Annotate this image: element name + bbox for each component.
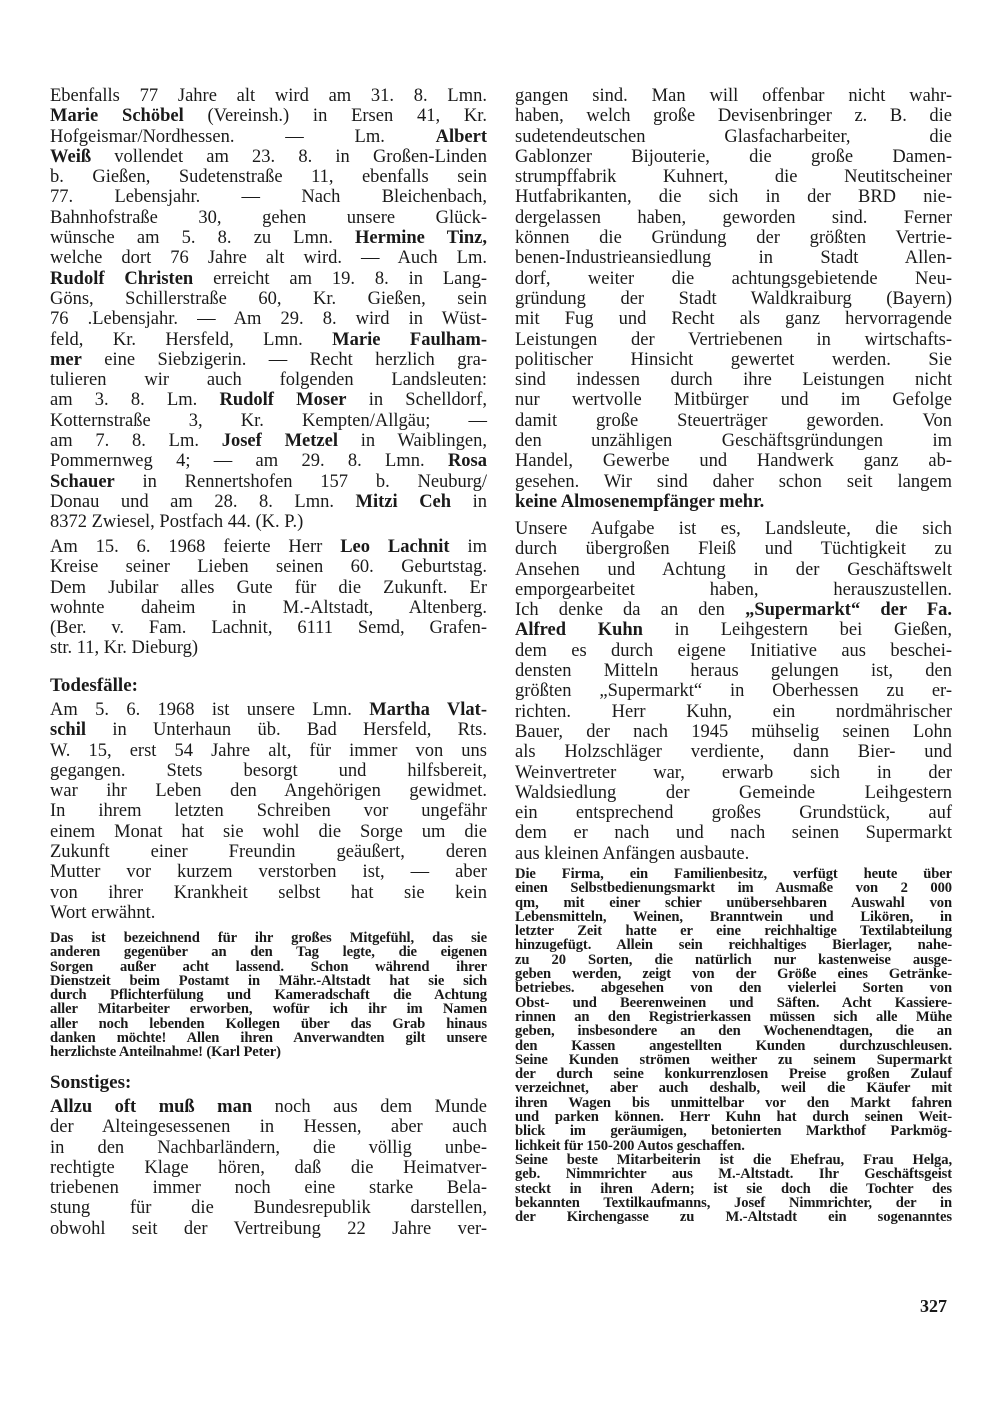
text-line: Kreise seiner Lieben seinen 60. Geburtstag.: [50, 557, 487, 578]
text-line: ihren Wagen bis unmittelbar vor den Markt fahren: [515, 1094, 952, 1111]
text-line: einen Selbstbedienungsmarkt im Ausmaße von 2 000: [515, 880, 952, 897]
text-line: Ich denke da an den „Supermarkt“ der Fa.: [515, 600, 952, 621]
text-line: Die Firma, ein Familienbesitz, verfügt heute über: [515, 866, 952, 882]
text-line: Mutter vor kurzem verstorben ist, — aber: [50, 862, 487, 883]
text-line: damit große Steuerträger geworden. Von: [515, 410, 952, 431]
bold-name: Alfred Kuhn: [515, 620, 643, 641]
text-line: Zukunft einer Freundin geäußert, deren: [50, 842, 487, 863]
text-line: Am 5. 6. 1968 ist unsere Lmn. Martha Vlat-: [50, 700, 488, 720]
text-line: gründung der Stadt Waldkraiburg (Bayern): [515, 288, 952, 309]
text-line: betriebes. abgesehen von den vielerlei Sorten von: [515, 980, 952, 997]
text-line: richten. Herr Kuhn, ein nordmährischer: [515, 701, 952, 722]
text-line: Weiß vollendet am 23. 8. in Großen-Linden: [50, 146, 487, 167]
text-line: dergelassen haben, geworden sind. Ferner: [515, 207, 952, 228]
text-line: 76 .Lebensjahr. — Am 29. 8. wird in Wüst-: [50, 309, 487, 330]
text-line: ein entsprechend großes Grundstück, auf: [515, 803, 952, 824]
text-line: der Alteingesessenen in Hessen, aber auch: [50, 1117, 487, 1138]
text-line: Bauer, der nach 1945 mühselig seinen Lohn: [515, 721, 952, 742]
paragraph: [50, 537, 487, 659]
text-line: geben werden, zeigt von der Größe eines Getränke-: [515, 966, 952, 983]
section-heading: Todesfälle:: [50, 675, 138, 696]
bold-name: Weiß: [50, 146, 92, 167]
text-line: Allzu oft muß man noch aus dem Munde: [50, 1097, 487, 1117]
bold-name: Allzu oft muß man: [50, 1097, 253, 1117]
text-line: aller Mitarbeiter erworben, wofür ich ihr im Namen: [50, 1001, 487, 1018]
text-line: sind indessen durch ihre Leistungen nicht: [515, 370, 952, 391]
text-line: Waldsiedlung der Gemeinde Leihgestern: [515, 782, 952, 803]
text-line: Dienstzeit beim Postamt in Mähr.-Altstadt hat sie sich: [50, 972, 487, 989]
text-line: densten Mitteln heraus gelungen ist, den: [515, 661, 952, 682]
text-line: durch Pflichterfülung und Kameradschaft die Achtung: [50, 987, 487, 1004]
text-line: am 3. 8. Lm. Rudolf Moser in Schelldorf,: [50, 390, 487, 411]
text-line: wohnte daheim in M.-Altstadt, Altenberg.: [50, 597, 487, 618]
text-line: rinnen an den Registrierkassen müssen sich alle Mühe: [515, 1008, 952, 1025]
text-line: blick im geräumigen, betonierten Markthof Parkmög-: [515, 1123, 952, 1140]
text-line: Weinvertreter war, erwarb sich in der: [515, 762, 952, 783]
bold-name: Mitzi Ceh: [355, 491, 452, 512]
text-line: hinzugefügt. Allein sein reichhaltiges Bierlager, nahe-: [515, 937, 952, 954]
text-line: W. 15, erst 54 Jahre alt, für immer von uns: [50, 740, 487, 761]
paragraph: [50, 700, 487, 923]
text-line: wünsche am 5. 8. zu Lmn. Hermine Tinz,: [50, 228, 487, 249]
bold-name: Hermine Tinz,: [355, 228, 487, 249]
text-line: als Holzschläger verdiente, dann Bier- und: [515, 742, 952, 763]
paragraph: [515, 86, 952, 512]
text-line: lichkeit für 150-200 Autos geschaffen.: [515, 1137, 745, 1154]
text-line: gesehen. Wir sind daher schon seit langem: [515, 471, 952, 492]
text-line: rechtigte Klage hören, daß die Heimatver-: [50, 1157, 487, 1178]
text-line: triebenen immer noch eine starke Bela-: [50, 1178, 487, 1199]
text-line: aus kleinen Anfängen ausbaute.: [515, 843, 750, 864]
text-line: in den Nachbarländern, die völlig unbe-: [50, 1137, 487, 1158]
text-line: In ihrem letzten Schreiben vor ungefähr: [50, 801, 487, 822]
text-line: durch übergroßen Fleiß und Tüchtigkeit zu: [515, 539, 952, 560]
text-line: geb. Nimmrichter aus M.-Altstadt. Ihr Geschäftsgeist: [515, 1166, 952, 1183]
text-line: einem Monat hat sie wohl die Sorge um die: [50, 821, 487, 842]
text-line: dorf, weiter die achtungsgebietende Neu-: [515, 268, 952, 289]
text-line: Donau und am 28. 8. Lmn. Mitzi Ceh in: [50, 491, 487, 512]
text-line: emporgearbeitet haben, herauszustellen.: [515, 579, 952, 600]
bold-name: Schauer: [50, 471, 115, 492]
text-line: können die Gründung der größten Vertrie-: [515, 228, 952, 249]
text-line: b. Gießen, Sudetenstraße 11, ebenfalls sein: [50, 167, 487, 188]
text-line: letzter Zeit hatte er eine reichhaltige Textilabteilung: [515, 923, 952, 940]
text-line: welche dort 76 Jahre alt wird. — Auch Lm.: [50, 248, 487, 269]
text-line: stung für die Bundesrepublik darstellen,: [50, 1198, 487, 1219]
text-line: den Kassen angestellten Kunden durchzuschleusen.: [515, 1037, 952, 1054]
paragraph: [50, 1097, 487, 1239]
text-line: Marie Schöbel (Vereinsh.) in Ersen 41, Kr.: [50, 106, 487, 127]
text-line: qm, mit einer schier unübersehbaren Auswahl von: [515, 894, 952, 911]
text-line: Pommernweg 4; — am 29. 8. Lmn. Rosa: [50, 451, 487, 472]
bold-name: Rudolf Moser: [219, 390, 347, 411]
text-line: Gablonzer Bijouterie, die große Damen-: [515, 146, 952, 167]
text-line: gegangen. Stets besorgt und hilfsbereit,: [50, 760, 487, 781]
text-line: und parken können. Herr Kuhn hat durch seinen Weit-: [515, 1109, 952, 1126]
text-line: der Kirchengasse zu M.-Altstadt ein sogenanntes: [515, 1209, 952, 1226]
text-line: str. 11, Kr. Dieburg): [50, 638, 198, 659]
text-line: bekannten Textilkaufmanns, Josef Nimmrichter, der in: [515, 1194, 952, 1211]
text-line: Lebensmitteln, Weinen, Branntwein und Likören, in: [515, 908, 952, 925]
text-line: Sorgen außer acht lassend. Schon während ihrer: [50, 958, 487, 975]
bold-name: Josef Metzel: [221, 431, 338, 452]
bold-name: Rosa: [447, 451, 487, 472]
text-line: zu 20 Sorten, die natürlich nur kastenweise ausge-: [515, 951, 952, 968]
text-line: Schauer in Rennertshofen 157 b. Neuburg/: [50, 471, 487, 492]
bold-name: „Supermarkt“ der Fa.: [745, 600, 952, 621]
text-line: Rudolf Christen erreicht am 19. 8. in Lang-: [50, 268, 487, 289]
text-line: obwohl seit der Vertreibung 22 Jahre ver-: [50, 1218, 487, 1239]
text-line: den unzähligen Geschäftsgründungen im: [515, 431, 952, 452]
text-line: Ebenfalls 77 Jahre alt wird am 31. 8. Lmn.: [50, 86, 487, 106]
text-line: herzlichste Anteilnahme! (Karl Peter): [50, 1044, 281, 1061]
text-line: nur wertvolle Mitbürger und im Gefolge: [515, 390, 952, 411]
text-line: dem es durch eigene Initiative aus beschei-: [515, 640, 952, 661]
text-line: Seine Kunden strömen weither zu seinem Supermarkt: [515, 1051, 952, 1068]
text-line: 77. Lebensjahr. — Nach Bleichenbach,: [50, 187, 487, 208]
bold-name: Rudolf Christen: [50, 268, 194, 289]
text-line: tulieren wir auch folgenden Landsleuten:: [50, 370, 487, 391]
text-line: Alfred Kuhn in Leihgestern bei Gießen,: [515, 620, 952, 641]
paragraph: [515, 519, 952, 864]
text-line: [515, 492, 952, 512]
small-print-paragraph: [50, 931, 487, 1060]
text-line: Wort erwähnt.: [50, 902, 156, 923]
text-line: mer eine Siebzigerin. — Recht herzlich gra-: [50, 349, 487, 370]
text-line: (Ber. v. Fam. Lachnit, 6111 Semd, Grafen-: [50, 618, 487, 639]
text-line: benen-Industrieansiedlung in Stadt Allen-: [515, 248, 952, 269]
text-line: 8372 Zwiesel, Postfach 44. (K. P.): [50, 512, 304, 533]
text-line: danken möchte! Allen ihren Anverwandten gilt unsere: [50, 1030, 487, 1047]
text-line: verzeichnet, aber auch deshalb, weil die Käufer mit: [515, 1080, 952, 1097]
bold-name: Marie Schöbel: [50, 106, 184, 127]
text-line: anderen gegenüber an den Tag legte, die eigenen: [50, 944, 487, 961]
text-line: Seine beste Mitarbeiterin ist die Ehefrau, Frau Helga,: [515, 1151, 952, 1168]
text-line: Unsere Aufgabe ist es, Landsleute, die sich: [515, 519, 952, 539]
text-line: sudetendeutschen Glasfacharbeiter, die: [515, 126, 952, 147]
bold-name: schil: [50, 720, 86, 741]
text-line: war ihr Leben den Angehörigen gewidmet.: [50, 781, 487, 802]
bold-name: Leo Lachnit: [340, 537, 450, 557]
text-line: gangen sind. Man will offenbar nicht wahr-: [515, 86, 952, 106]
text-line: Am 15. 6. 1968 feierte Herr Leo Lachnit im: [50, 537, 487, 557]
text-line: strumpffabrik Kuhnert, die Neutitscheiner: [515, 167, 952, 188]
text-line: Leistungen der Vertriebenen in wirtschafts-: [515, 329, 952, 350]
text-line: feld, Kr. Hersfeld, Lmn. Marie Faulham-: [50, 329, 487, 350]
bold-name: mer: [50, 349, 82, 370]
text-line: Hutfabrikanten, die sich in der BRD nie-: [515, 187, 952, 208]
text-line: Obst- und Beerenweinen und Säften. Acht Kassiere-: [515, 994, 952, 1011]
text-line: Dem Jubilar alles Gute für die Zukunft. Er: [50, 577, 487, 598]
page-number: 327: [920, 1296, 947, 1316]
section-heading: Sonstiges:: [50, 1072, 132, 1093]
text-line: Göns, Schillerstraße 60, Kr. Gießen, sein: [50, 288, 487, 309]
text-line: der durch seine konkurrenzlosen Preise großen Zulauf: [515, 1066, 952, 1083]
text-line: Handel, Gewerbe und Handwerk ganz ab-: [515, 451, 952, 472]
text-line: Hofgeismar/Nordhessen. — Lm. Albert: [50, 126, 487, 147]
bold-name: Marie Faulham-: [332, 329, 487, 350]
text-line: steckt in ihren Adern; ist sie doch die Tochter des: [515, 1180, 952, 1197]
text-line: Ansehen und Achtung in der Geschäftswelt: [515, 559, 952, 580]
text-line: am 7. 8. Lm. Josef Metzel in Waiblingen,: [50, 431, 487, 452]
text-line: politischer Hinsicht gewertet werden. Sie: [515, 349, 952, 370]
text-line: mit Fug und Recht als ganz hervorragende: [515, 309, 952, 330]
text-line: aller noch lebenden Kollegen über das Grab hinaus: [50, 1015, 487, 1032]
paragraph: [50, 86, 487, 533]
text-line: dem er nach und nach seinen Supermarkt: [515, 823, 952, 844]
text-line: Bahnhofstraße 30, gehen unsere Glück-: [50, 207, 487, 228]
bold-name: Albert: [435, 126, 487, 147]
bold-name: Martha Vlat-: [369, 700, 488, 720]
text-line: von ihrer Krankheit selbst hat sie kein: [50, 882, 487, 903]
small-print-paragraph: [515, 867, 952, 1224]
text-line: größten „Supermarkt“ in Oberhessen zu er-: [515, 681, 952, 702]
text-line: geben, insbesondere an den Wochenendtagen, die an: [515, 1023, 952, 1040]
text-line: Kotternstraße 3, Kr. Kempten/Allgäu; —: [50, 410, 487, 431]
text-line: schil in Unterhaun üb. Bad Hersfeld, Rts.: [50, 720, 487, 741]
text-line: haben, welch große Devisenbringer z. B. die: [515, 106, 952, 127]
bold-name: keine Almosenempfänger mehr.: [515, 491, 765, 512]
text-line: Das ist bezeichnend für ihr großes Mitgefühl, das sie: [50, 930, 487, 946]
